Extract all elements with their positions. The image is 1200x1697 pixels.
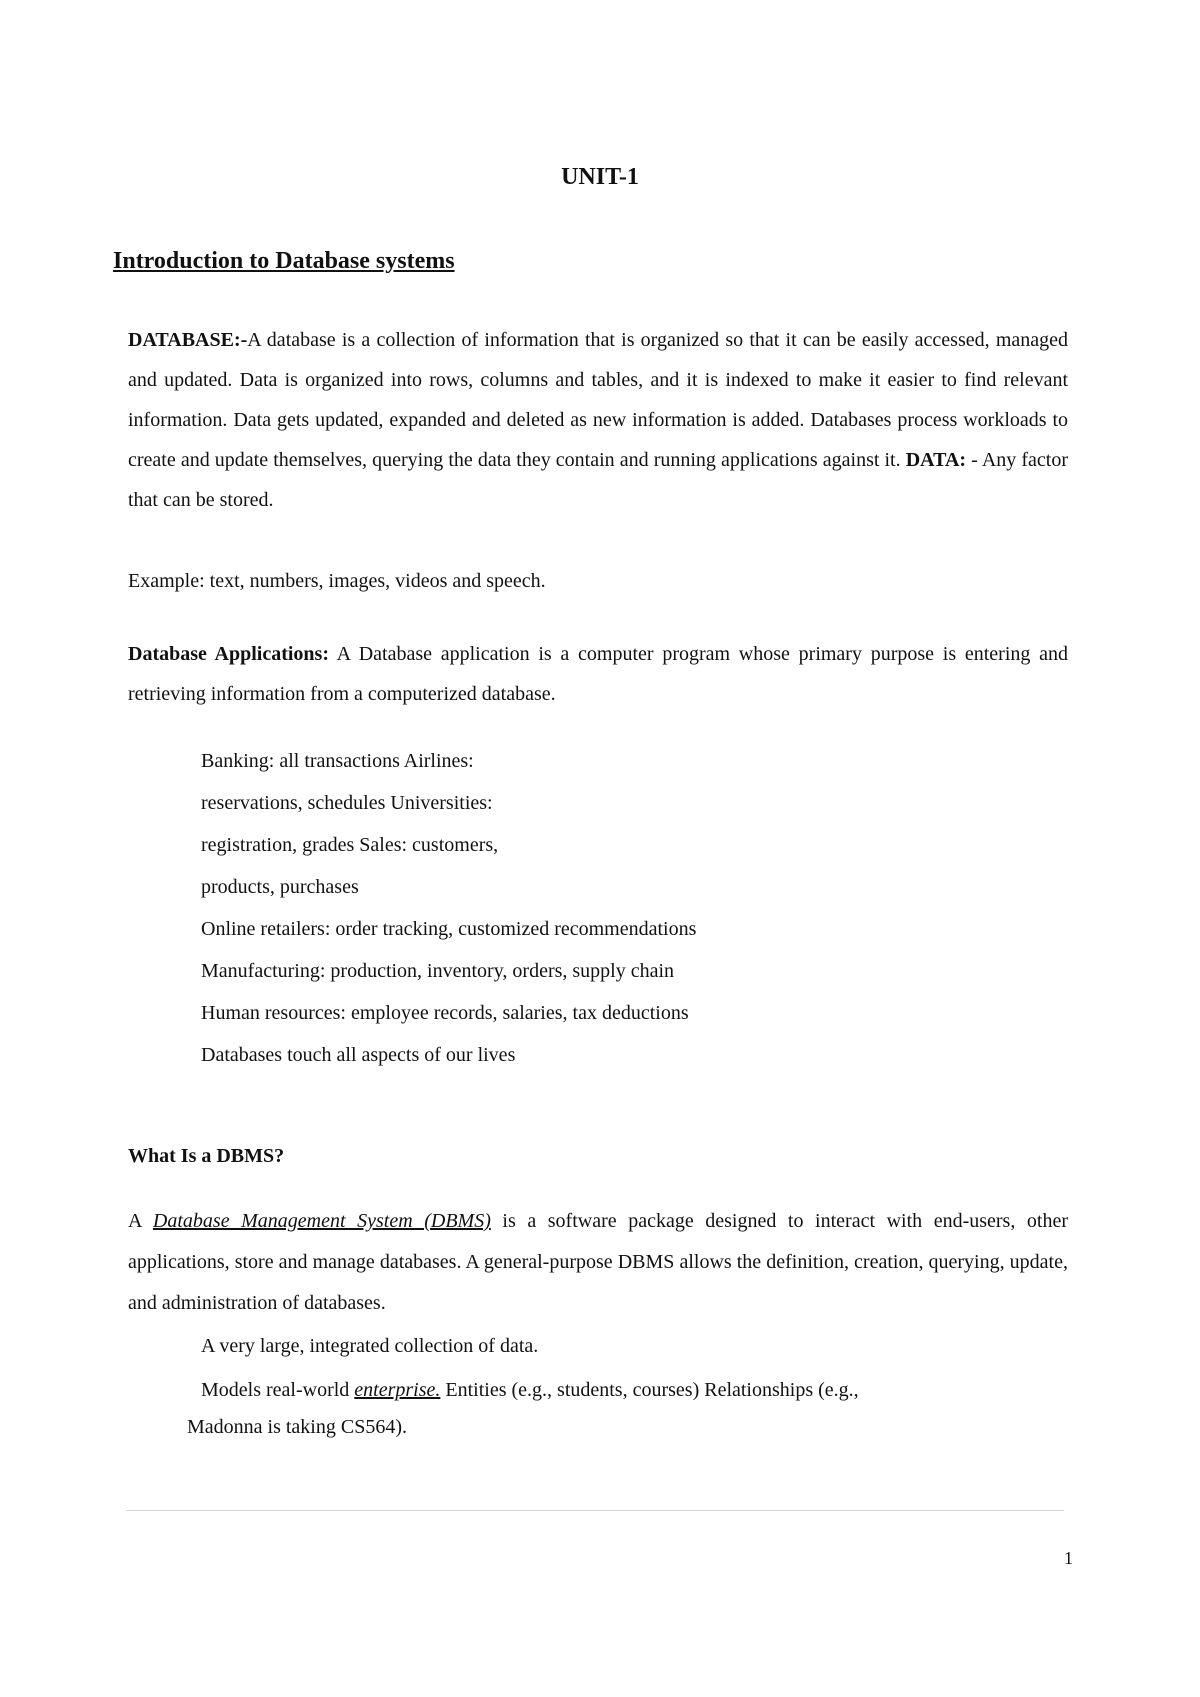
list-item: Databases touch all aspects of our lives bbox=[201, 1044, 516, 1066]
dbms-point-1: A very large, integrated collection of data. bbox=[201, 1335, 539, 1357]
dbms-paragraph bbox=[128, 1201, 1068, 1324]
list-item: reservations, schedules Universities: bbox=[201, 792, 493, 814]
list-item: Banking: all transactions Airlines: bbox=[201, 750, 474, 772]
applications-list bbox=[201, 740, 696, 1076]
page-number: 1 bbox=[1064, 1548, 1073, 1568]
data-definition-text: - Any factor that can be stored. bbox=[128, 449, 1068, 511]
applications-paragraph bbox=[128, 634, 1068, 714]
example-line: Example: text, numbers, images, videos and speech. bbox=[128, 570, 546, 592]
list-item: Online retailers: order tracking, customized recommendations bbox=[201, 918, 697, 940]
list-item: Human resources: employee records, salaries, tax deductions bbox=[201, 1002, 689, 1024]
dbms-prefix: A bbox=[128, 1210, 153, 1232]
list-item: products, purchases bbox=[201, 876, 359, 898]
applications-text: A Database application is a computer program whose primary purpose is entering and retrieving information from a computerized database. bbox=[128, 643, 1068, 705]
dbms-point-2-suffix: Entities (e.g., students, courses) Relationships (e.g., bbox=[440, 1379, 859, 1401]
database-definition-paragraph bbox=[128, 320, 1068, 520]
section-heading: Introduction to Database systems bbox=[113, 248, 455, 274]
dbms-point-3: Madonna is taking CS564). bbox=[187, 1416, 407, 1438]
applications-term: Database Applications: bbox=[128, 643, 329, 665]
data-term: DATA: bbox=[905, 449, 967, 471]
dbms-heading: What Is a DBMS? bbox=[128, 1145, 285, 1167]
dbms-point-2-prefix: Models real-world bbox=[201, 1379, 355, 1401]
database-definition-text: A database is a collection of information that is organized so that it can be easily accessed, managed and updated. Data is organized into rows, columns and tables, and it is indexed to make it easier to find relevant information. Data gets updated, expanded and deleted as new information is added. Databases process workloads to create and update themselves, querying the data they contain and running applications against it. bbox=[128, 329, 1068, 471]
unit-title: UNIT-1 bbox=[561, 164, 639, 190]
enterprise-link[interactable]: enterprise. bbox=[354, 1379, 441, 1401]
dbms-link[interactable]: Database Management System (DBMS) bbox=[152, 1210, 491, 1232]
dbms-point-2 bbox=[201, 1379, 859, 1402]
dbms-text: is a software package designed to interact with end-users, other applications, store and manage databases. A general-purpose DBMS allows the definition, creation, querying, update, and administration of databases. bbox=[128, 1210, 1068, 1314]
database-term: DATABASE:- bbox=[128, 329, 248, 351]
list-item: Manufacturing: production, inventory, orders, supply chain bbox=[201, 960, 675, 982]
footer-divider bbox=[126, 1510, 1064, 1511]
list-item: registration, grades Sales: customers, bbox=[201, 834, 499, 856]
